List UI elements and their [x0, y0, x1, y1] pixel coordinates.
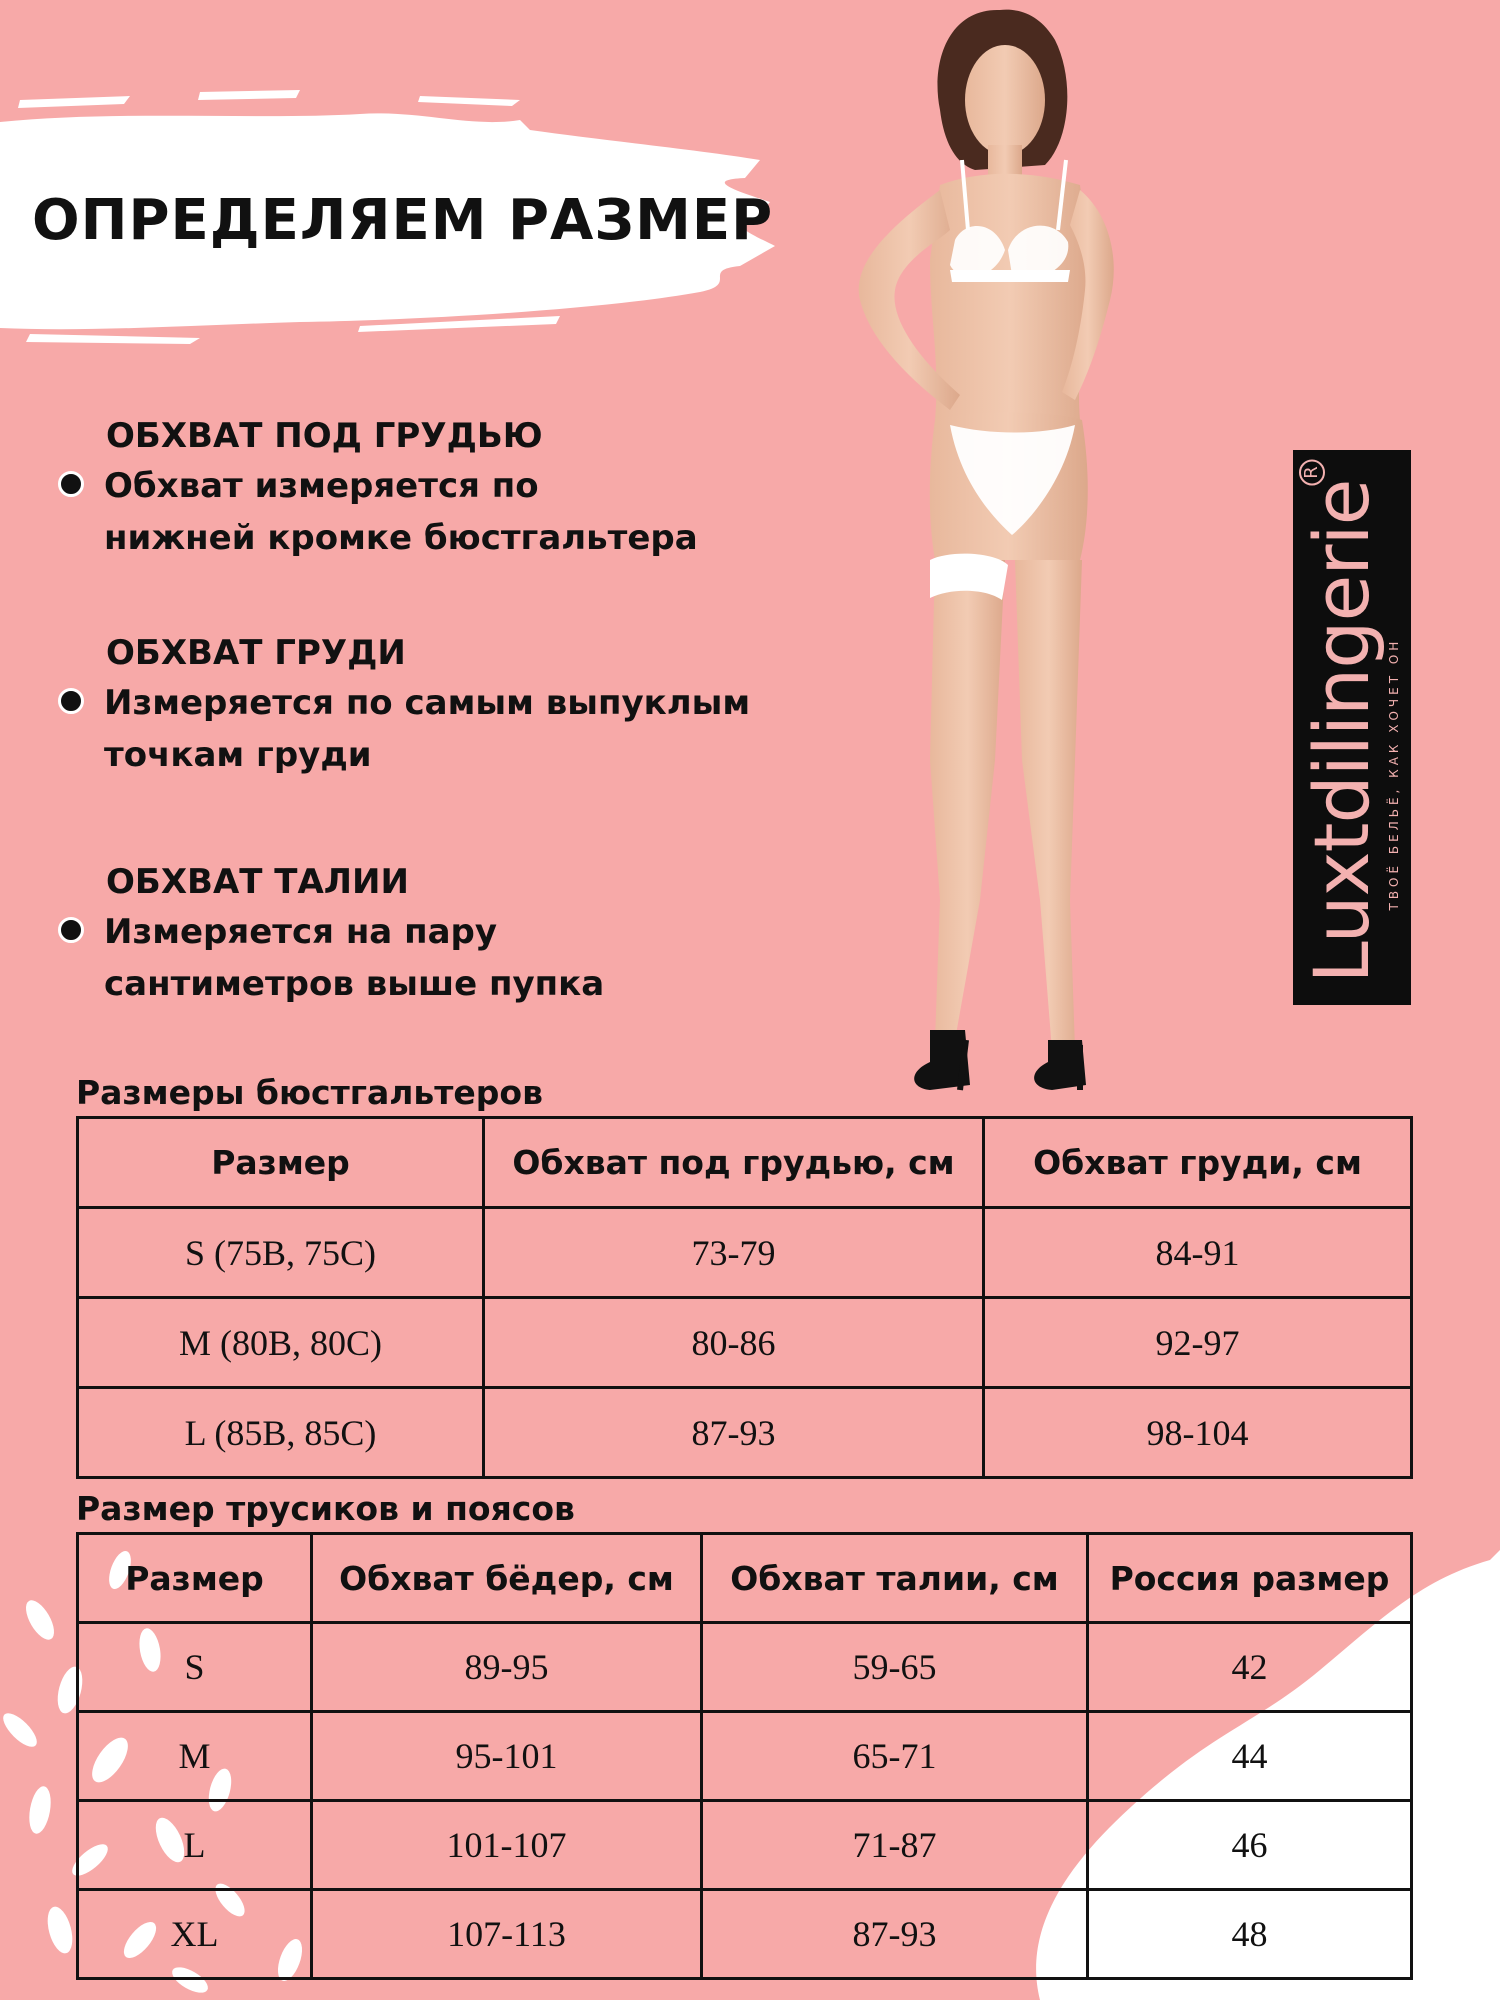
- table-cell: 73-79: [484, 1208, 984, 1298]
- column-header: Обхват талии, см: [702, 1534, 1088, 1623]
- waist-title: ОБХВАТ ТАЛИИ: [106, 862, 409, 902]
- table-cell: S: [78, 1623, 312, 1712]
- page-title: ОПРЕДЕЛЯЕМ РАЗМЕР: [32, 188, 774, 253]
- waist-text-line: Измеряется на пару: [104, 912, 498, 952]
- waist-description: [58, 906, 818, 1010]
- table-row: [78, 1890, 1412, 1979]
- table-cell: L (85B, 85C): [78, 1388, 484, 1478]
- table-cell: 80-86: [484, 1298, 984, 1388]
- waist-text-line: сантиметров выше пупка: [104, 964, 605, 1004]
- column-header: Размер: [78, 1534, 312, 1623]
- waist-section: [58, 858, 818, 1010]
- underbust-section: [58, 412, 818, 564]
- bullet-icon: [58, 917, 84, 943]
- table-cell: 92-97: [984, 1298, 1412, 1388]
- table-cell: 44: [1088, 1712, 1412, 1801]
- table-cell: 46: [1088, 1801, 1412, 1890]
- table-header-row: [78, 1118, 1412, 1208]
- table-row: [78, 1298, 1412, 1388]
- bust-description: [58, 677, 818, 781]
- table-row: [78, 1208, 1412, 1298]
- brand-name: Luxtdilingerie: [1297, 479, 1386, 983]
- panty-table-caption: Размер трусиков и поясов: [76, 1489, 575, 1528]
- column-header: Обхват бёдер, см: [312, 1534, 702, 1623]
- table-cell: 42: [1088, 1623, 1412, 1712]
- table-cell: 59-65: [702, 1623, 1088, 1712]
- table-cell: 89-95: [312, 1623, 702, 1712]
- bust-text-line: Измеряется по самым выпуклым: [104, 683, 751, 723]
- bullet-icon: [58, 688, 84, 714]
- column-header: Россия размер: [1088, 1534, 1412, 1623]
- column-header: Обхват груди, см: [984, 1118, 1412, 1208]
- table-cell: XL: [78, 1890, 312, 1979]
- table-cell: 101-107: [312, 1801, 702, 1890]
- table-cell: 84-91: [984, 1208, 1412, 1298]
- underbust-text-line: Обхват измеряется по: [104, 466, 539, 506]
- bust-text-line: точкам груди: [104, 735, 372, 775]
- underbust-title: ОБХВАТ ПОД ГРУДЬЮ: [106, 416, 543, 456]
- table-header-row: [78, 1534, 1412, 1623]
- table-cell: 48: [1088, 1890, 1412, 1979]
- brand-logo: [1293, 450, 1411, 1005]
- table-cell: 87-93: [484, 1388, 984, 1478]
- registered-trademark-icon: R: [1299, 459, 1325, 485]
- table-cell: 87-93: [702, 1890, 1088, 1979]
- panty-size-table: [76, 1532, 1413, 1980]
- bra-table-caption: Размеры бюстгальтеров: [76, 1073, 543, 1112]
- bust-title: ОБХВАТ ГРУДИ: [106, 633, 406, 673]
- bullet-icon: [58, 471, 84, 497]
- table-row: [78, 1712, 1412, 1801]
- table-cell: 71-87: [702, 1801, 1088, 1890]
- table-cell: 98-104: [984, 1388, 1412, 1478]
- model-photo: [790, 0, 1220, 1110]
- column-header: Обхват под грудью, см: [484, 1118, 984, 1208]
- table-cell: 107-113: [312, 1890, 702, 1979]
- table-cell: 65-71: [702, 1712, 1088, 1801]
- bust-section: [58, 629, 818, 781]
- table-cell: M (80B, 80C): [78, 1298, 484, 1388]
- table-cell: 95-101: [312, 1712, 702, 1801]
- table-cell: L: [78, 1801, 312, 1890]
- underbust-description: [58, 460, 818, 564]
- underbust-text-line: нижней кромке бюстгальтера: [104, 518, 698, 558]
- table-row: [78, 1623, 1412, 1712]
- table-cell: S (75B, 75C): [78, 1208, 484, 1298]
- brand-tagline: ТВОЁ БЕЛЬЁ, КАК ХОЧЕТ ОН: [1387, 637, 1401, 910]
- column-header: Размер: [78, 1118, 484, 1208]
- table-row: [78, 1388, 1412, 1478]
- table-row: [78, 1801, 1412, 1890]
- bra-size-table: [76, 1116, 1413, 1479]
- table-cell: M: [78, 1712, 312, 1801]
